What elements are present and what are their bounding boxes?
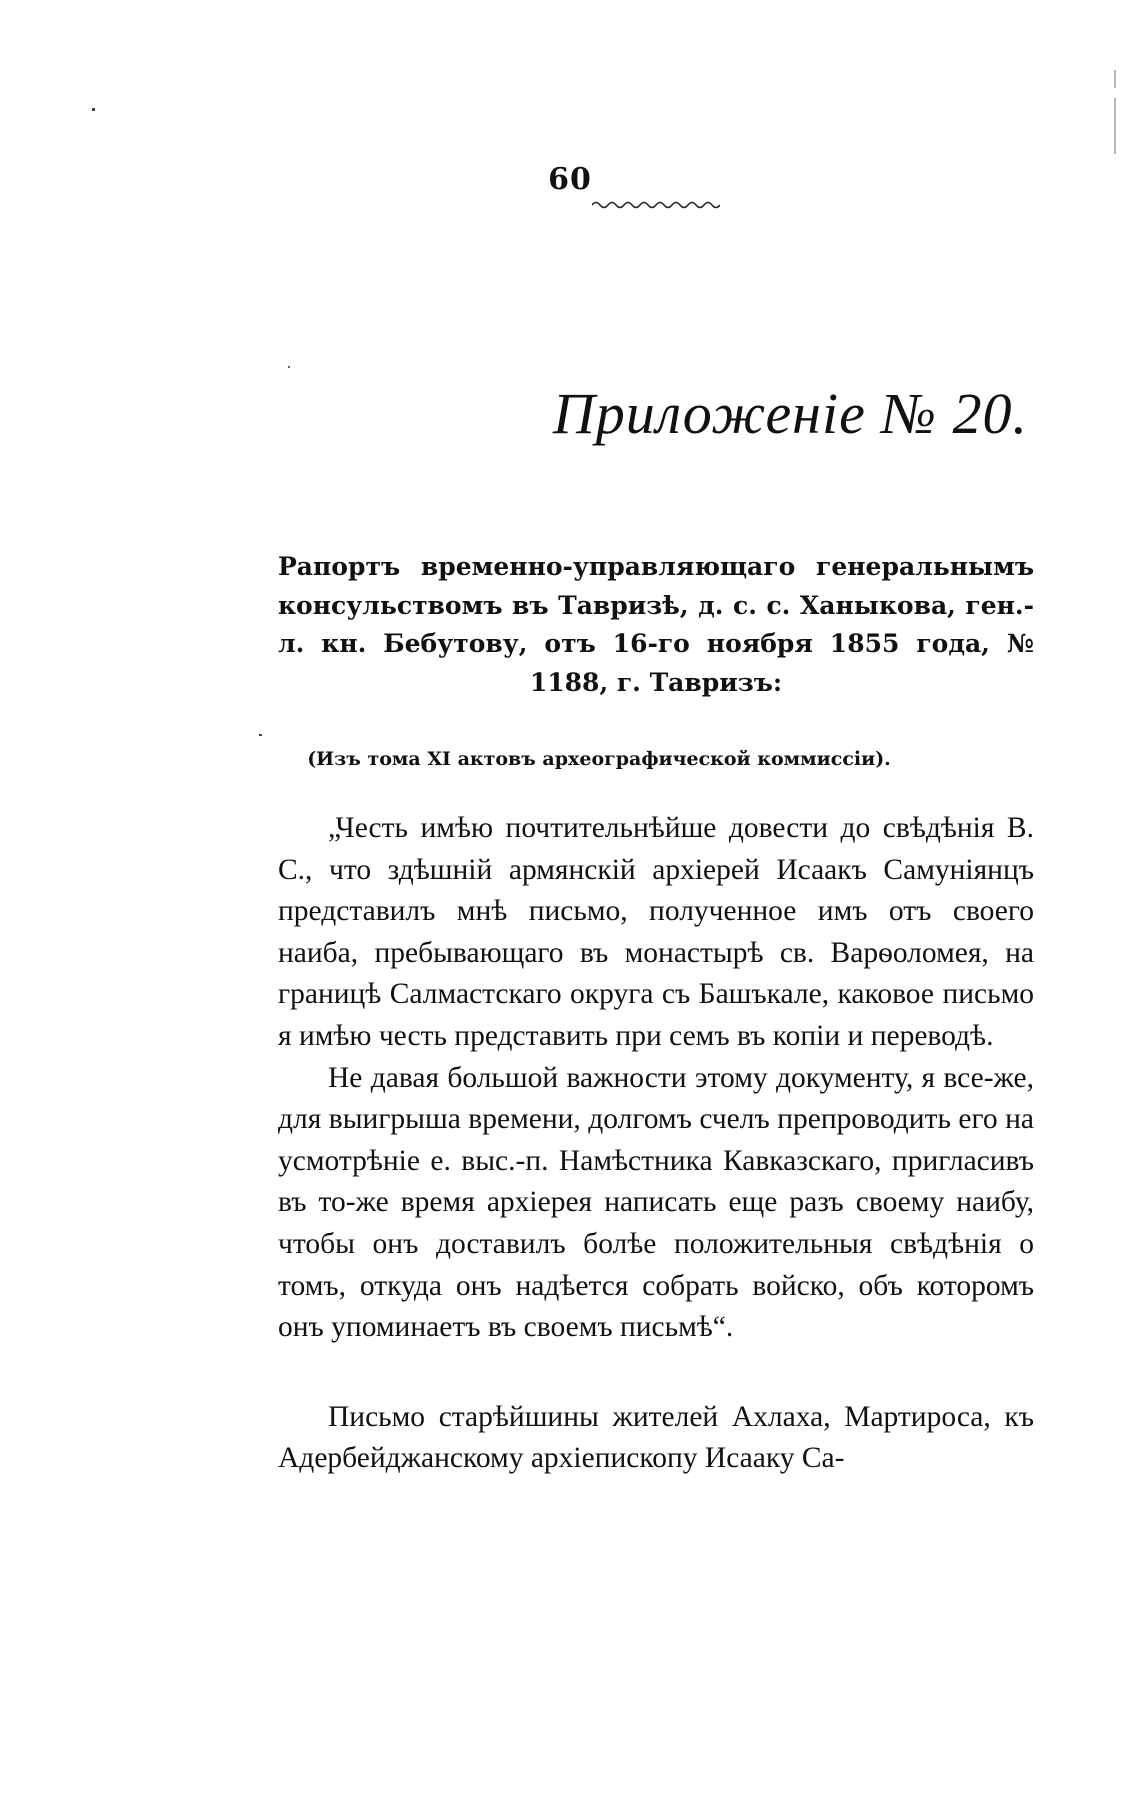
report-heading: Рапортъ временно-управляющаго генеральнымъ консульствомъ въ Тавризѣ, д. с. с. Ханыкова, ген.-л. кн. Бебутову, отъ 16-го ноября 1855 года, № 1188, г. Тавризъ: <box>278 552 1034 697</box>
scan-dot-left <box>259 734 262 736</box>
paragraph-3: Письмо старѣйшины жителей Ахлаха, Мартироса, къ Адербейджанскому архіепископу Исааку Са- <box>278 1400 1034 1475</box>
scan-mark-right-lower <box>1114 98 1116 154</box>
page-number: 60 <box>548 162 592 197</box>
appendix-title: Приложеніе № 20. <box>552 381 1028 446</box>
paragraph-1: „Честь имѣю почтительнѣйше довести до свѣдѣнія В. С., что здѣшній армянскій архіерей Исаакъ Самуніянцъ представилъ мнѣ письмо, полученное имъ отъ своего наиба, пребывающаго въ монастырѣ св. Варѳоломея, на границѣ Салмастскаго округа съ Башъкале, каковое письмо я имѣю честь представить при семъ въ копіи и переводѣ. <box>278 812 1034 1052</box>
paragraph-2: Не давая большой важности этому документу, я все-же, для выигрыша времени, долгомъ счелъ препроводить его на усмотрѣніе е. выс.-п. Намѣстника Кавказскаго, пригласивъ въ то-же время архіерея написать еще разъ своему наибу, чтобы онъ доставилъ болѣе положительныя свѣдѣнія о томъ, откуда онъ надѣется собрать войско, объ которомъ онъ упоминаетъ въ своемъ письмѣ“. <box>278 1061 1034 1344</box>
scan-dot-middle <box>288 366 290 368</box>
scan-dot-top <box>92 108 95 111</box>
wavy-rule-ornament <box>592 200 720 210</box>
source-note: (Изъ тома XI актовъ археографической коммиссіи). <box>307 748 891 770</box>
scan-mark-right <box>1114 70 1116 88</box>
body-text <box>278 808 1034 1480</box>
